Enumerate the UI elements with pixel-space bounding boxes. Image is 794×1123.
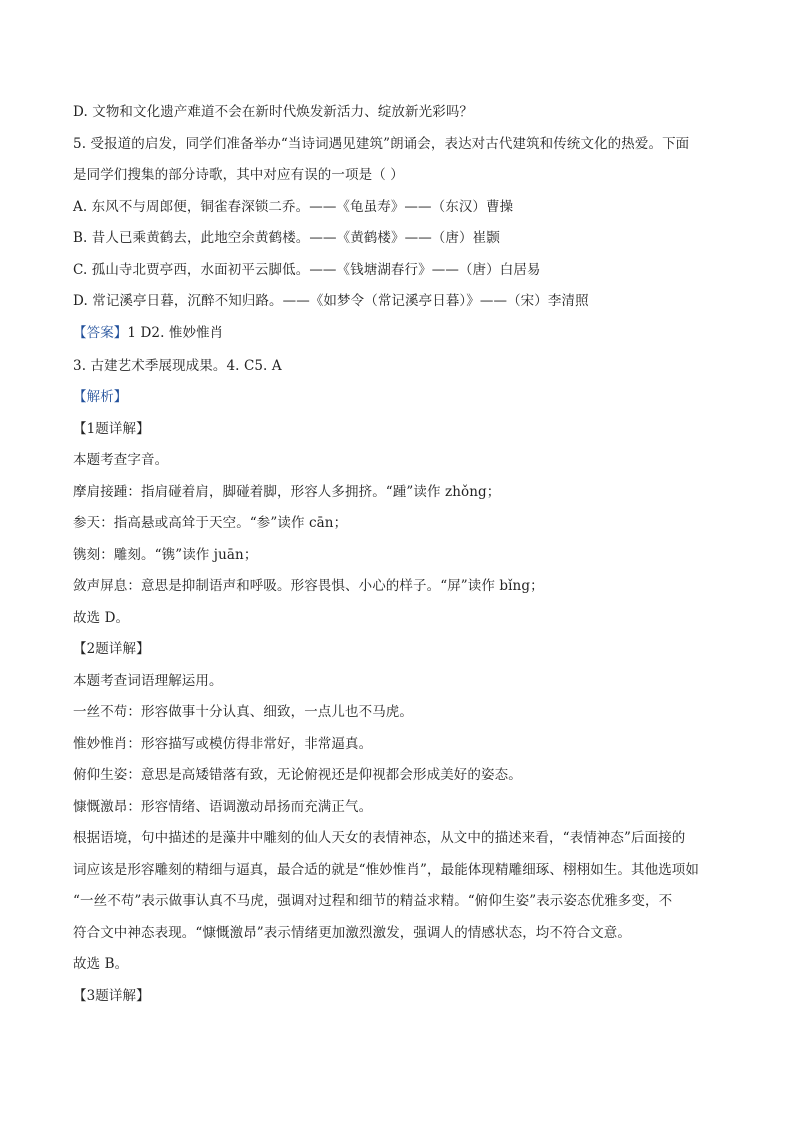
option-a-line: A. 东风不与周郎便，铜雀春深锁二乔。——《龟虽寿》——（东汉）曹操 bbox=[73, 198, 514, 215]
q1-line-5: 敛声屏息：意思是抑制语声和呼吸。形容畏惧、小心的样子。“屏”读作 bǐng； bbox=[73, 578, 544, 594]
q2-line-7: 词应该是形容雕刻的精细与逼真，最合适的就是“惟妙惟肖”，最能体现精雕细琢、栩栩如生。其他选项如 bbox=[73, 861, 700, 878]
answer-line-2: 3. 古建艺术季展现成果。4. C5. A bbox=[73, 357, 282, 374]
q2-line-5: 慷慨激昂：形容情绪、语调激动昂扬而充满正气。 bbox=[73, 798, 373, 815]
analysis-label: 【解析】 bbox=[73, 389, 128, 405]
q1-line-2: 摩肩接踵：指肩碰着肩，脚碰着脚，形容人多拥挤。“踵”读作 zhǒng； bbox=[73, 483, 501, 500]
q2-line-8: “一丝不苟”表示做事认真不马虎，强调对过程和细节的精益求精。“俯仰生姿”表示姿态优雅多变，不 bbox=[73, 893, 673, 909]
option-d2-line: D. 常记溪亭日暮，沉醉不知归路。——《如梦令（常记溪亭日暮）》——（宋）李清照 bbox=[73, 293, 589, 309]
q2-line-1: 本题考查词语理解运用。 bbox=[73, 672, 223, 689]
q2-line-4: 俯仰生姿：意思是高矮错落有致，无论俯视还是仰视都会形成美好的姿态。 bbox=[73, 767, 522, 783]
answer-label: 【答案】 bbox=[73, 324, 128, 341]
q1-detail-label: 【1题详解】 bbox=[73, 420, 150, 437]
q3-detail-label: 【3题详解】 bbox=[73, 987, 150, 1004]
q2-line-6: 根据语境，句中描述的是藻井中雕刻的仙人天女的表情神态，从文中的描述来看，“表情神态”后面接的 bbox=[73, 830, 686, 846]
q2-detail-label: 【2题详解】 bbox=[73, 641, 150, 657]
option-b-line: B. 昔人已乘黄鹤去，此地空余黄鹤楼。——《黄鹤楼》——（唐）崔颢 bbox=[73, 230, 500, 246]
option-d-line: D. 文物和文化遗产难道不会在新时代焕发新活力、绽放新光彩吗？ bbox=[73, 104, 474, 120]
document-page bbox=[73, 100, 723, 1015]
q1-line-3: 参天：指高悬或高耸于天空。“参”读作 cān； bbox=[73, 515, 348, 531]
question-5-line-1: 5. 受报道的启发，同学们准备举办“当诗词遇见建筑”朗诵会，表达对古代建筑和传统文化的热爱。下面 bbox=[73, 135, 690, 152]
q2-choice: 故选 B。 bbox=[73, 956, 129, 972]
q1-line-1: 本题考查字音。 bbox=[73, 452, 169, 468]
q1-line-4: 镌刻：雕刻。“镌”读作 juān； bbox=[73, 546, 258, 563]
q1-choice: 故选 D。 bbox=[73, 609, 130, 626]
q2-line-3: 惟妙惟肖：形容描写或模仿得非常好，非常逼真。 bbox=[73, 735, 373, 752]
answer-line bbox=[73, 321, 723, 354]
q2-line-9: 符合文中神态表现。“慷慨激昂”表示情绪更加激烈激发，强调人的情感状态，均不符合文意。 bbox=[73, 924, 632, 941]
q2-line-2: 一丝不苟：形容做事十分认真、细致，一点儿也不马虎。 bbox=[73, 704, 413, 720]
question-5-line-2: 是同学们搜集的部分诗歌，其中对应有误的一项是（ ） bbox=[73, 167, 404, 183]
answer-text: 1 D2. 惟妙惟肖 bbox=[127, 324, 224, 341]
option-c-line: C. 孤山寺北贾亭西，水面初平云脚低。——《钱塘湖春行》——（唐）白居易 bbox=[73, 261, 541, 278]
